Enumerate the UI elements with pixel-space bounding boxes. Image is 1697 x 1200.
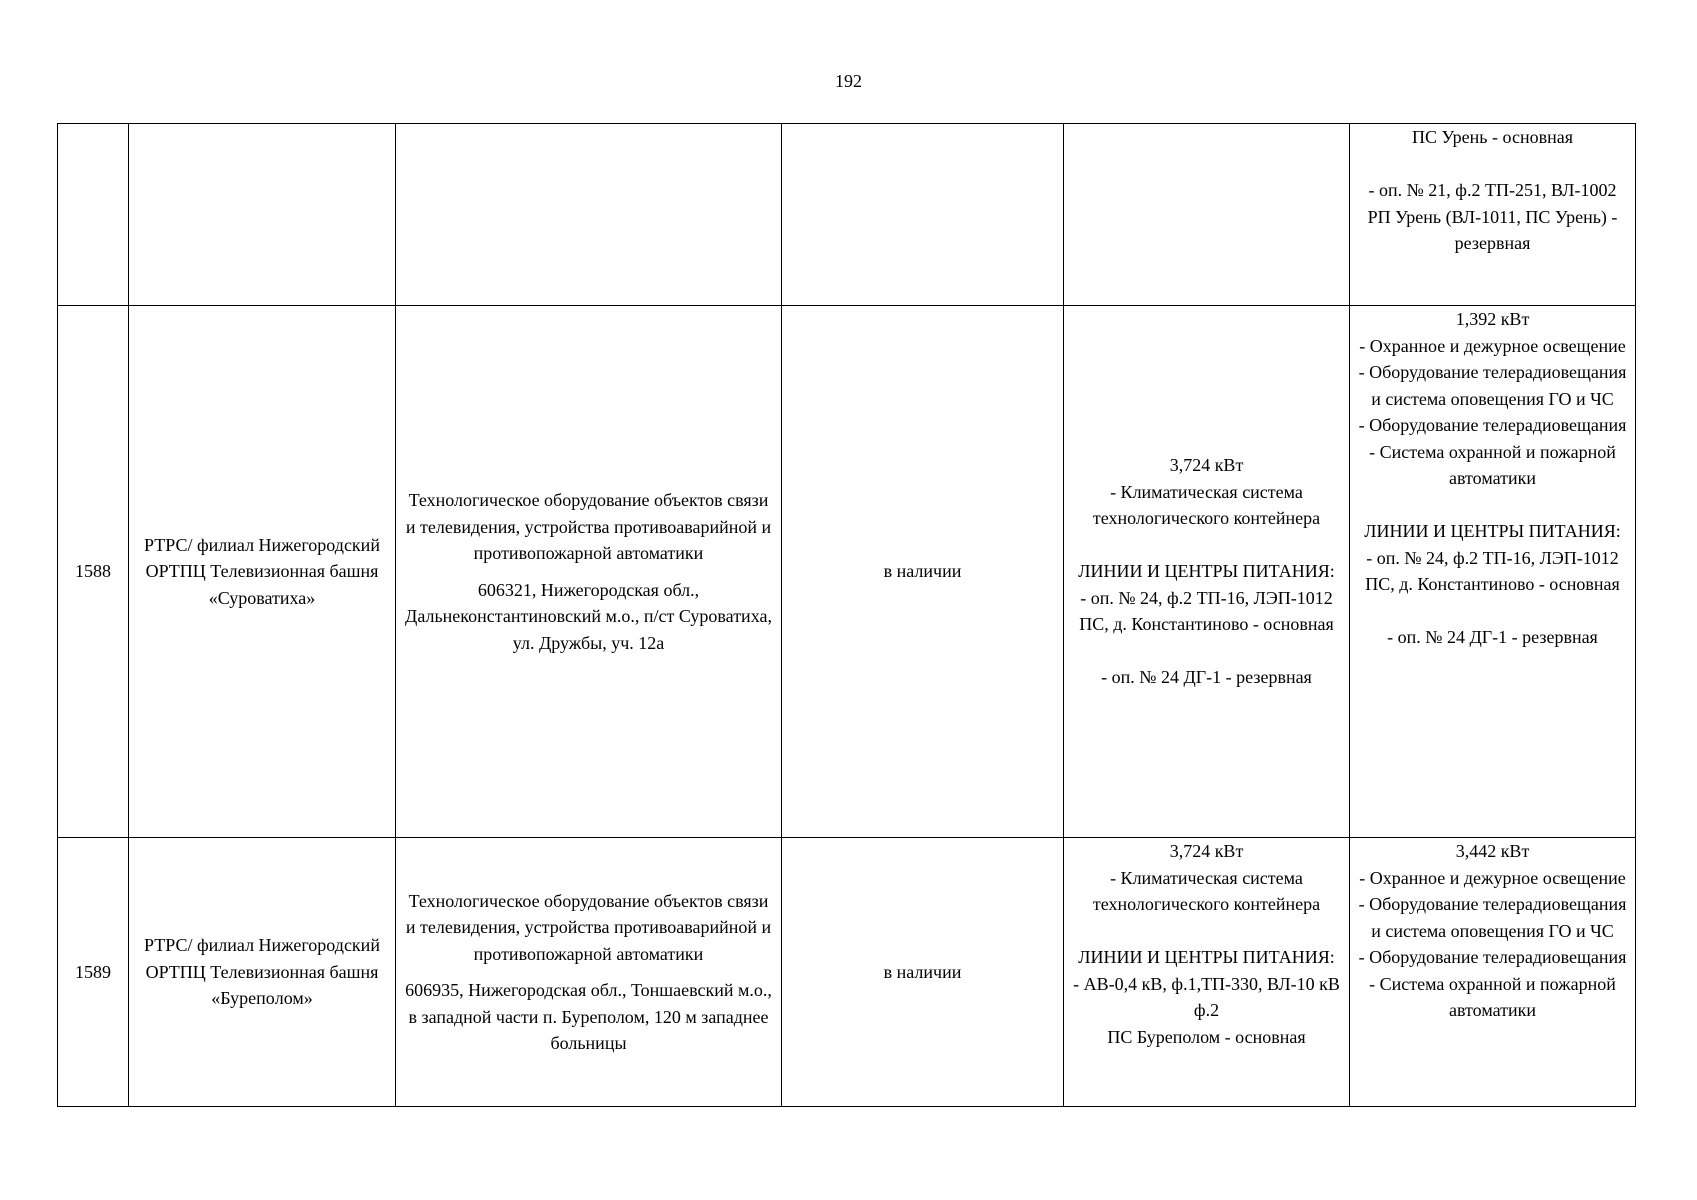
cell-availability bbox=[782, 124, 1064, 306]
cell-owner: РТРС/ филиал Нижегородский ОРТПЦ Телевизионная башня «Суроватиха» bbox=[129, 306, 396, 838]
document-table bbox=[57, 123, 1636, 1107]
cell-number bbox=[58, 124, 129, 306]
cell-load-a: 3,724 кВт - Климатическая система технологического контейнера ЛИНИИ И ЦЕНТРЫ ПИТАНИЯ: - АВ-0,4 кВ, ф.1,ТП-330, ВЛ-10 кВ ф.2 ПС Буреполом - основная bbox=[1064, 838, 1350, 1107]
cell-availability: в наличии bbox=[782, 306, 1064, 838]
cell-owner bbox=[129, 124, 396, 306]
cell-load-b: 1,392 кВт - Охранное и дежурное освещение - Оборудование телерадиовещания и система оповещения ГО и ЧС - Оборудование телерадиовещания - Система охранной и пожарной автоматики ЛИНИИ И ЦЕНТРЫ ПИТАНИЯ: - оп. № 24, ф.2 ТП-16, ЛЭП-1012 ПС, д. Константиново - основная - оп. № 24 ДГ-1 - резервная bbox=[1350, 306, 1636, 838]
table-row bbox=[58, 838, 1636, 1107]
cell-load-b: 3,442 кВт - Охранное и дежурное освещение - Оборудование телерадиовещания и система оповещения ГО и ЧС - Оборудование телерадиовещания - Система охранной и пожарной автоматики bbox=[1350, 838, 1636, 1107]
page-number: 192 bbox=[835, 71, 862, 91]
cell-availability: в наличии bbox=[782, 838, 1064, 1107]
cell-number: 1589 bbox=[58, 838, 129, 1107]
cell-load-a bbox=[1064, 124, 1350, 306]
table-row bbox=[58, 124, 1636, 306]
cell-equipment bbox=[396, 838, 782, 1107]
equipment-text: Технологическое оборудование объектов связи и телевидения, устройства противоаварийной и противопожарной автоматики bbox=[405, 490, 772, 563]
table-row bbox=[58, 306, 1636, 838]
cell-number: 1588 bbox=[58, 306, 129, 838]
cell-owner: РТРС/ филиал Нижегородский ОРТПЦ Телевизионная башня «Бурепoлом» bbox=[129, 838, 396, 1107]
equipment-text: Технологическое оборудование объектов связи и телевидения, устройства противоаварийной и противопожарной автоматики bbox=[405, 890, 772, 964]
cell-load-b: ПС Урень - основная - оп. № 21, ф.2 ТП-251, ВЛ-1002 РП Урень (ВЛ-1011, ПС Урень) - резервная bbox=[1350, 124, 1636, 306]
cell-equipment bbox=[396, 306, 782, 838]
cell-load-a: 3,724 кВт - Климатическая система технологического контейнера ЛИНИИ И ЦЕНТРЫ ПИТАНИЯ: - оп. № 24, ф.2 ТП-16, ЛЭП-1012 ПС, д. Константиново - основная - оп. № 24 ДГ-1 - резервная bbox=[1064, 306, 1350, 838]
address-text: 606935, Нижегородская обл., Тоншаевский м.о., в западной части п. Буреполом, 120 м западнее больницы bbox=[405, 980, 772, 1053]
cell-equipment bbox=[396, 124, 782, 306]
address-text: 606321, Нижегородская обл., Дальнеконстантиновский м.о., п/ст Суроватиха, ул. Дружбы, уч. 12а bbox=[405, 579, 772, 653]
